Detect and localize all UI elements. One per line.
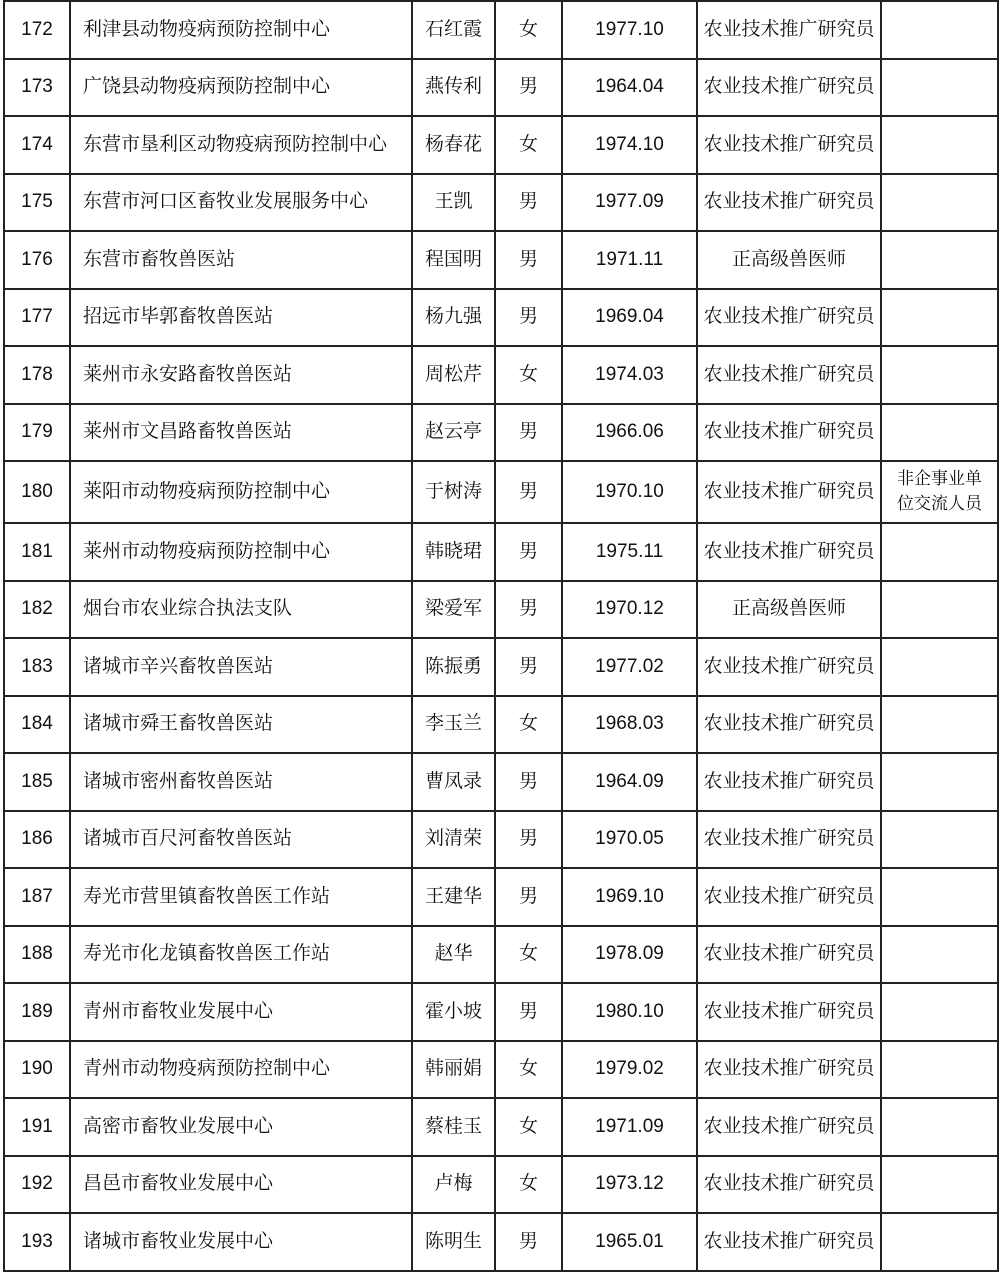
- unit-cell: 东营市畜牧兽医站: [70, 231, 412, 289]
- serial-number-cell: 177: [4, 289, 70, 347]
- gender-cell: 女: [495, 1, 562, 59]
- gender-cell: 女: [495, 696, 562, 754]
- unit-cell: 利津县动物疫病预防控制中心: [70, 1, 412, 59]
- serial-number-cell: 186: [4, 811, 70, 869]
- person-name-cell: 刘清荣: [412, 811, 495, 869]
- professional-title-cell: 农业技术推广研究员: [697, 638, 881, 696]
- unit-cell: 诸城市密州畜牧兽医站: [70, 753, 412, 811]
- person-name-cell: 曹凤录: [412, 753, 495, 811]
- remarks-cell: [881, 461, 998, 523]
- remarks-cell: [881, 1156, 998, 1214]
- birth-date-cell: 1977.09: [562, 174, 697, 232]
- person-name-cell: 杨九强: [412, 289, 495, 347]
- birth-date-cell: 1980.10: [562, 983, 697, 1041]
- remarks-cell: [881, 289, 998, 347]
- professional-title-cell: 农业技术推广研究员: [697, 116, 881, 174]
- person-name-cell: 燕传利: [412, 59, 495, 117]
- person-name-cell: 王建华: [412, 868, 495, 926]
- gender-cell: 男: [495, 461, 562, 523]
- birth-date-cell: 1978.09: [562, 926, 697, 984]
- unit-cell: 招远市毕郭畜牧兽医站: [70, 289, 412, 347]
- birth-date-cell: 1979.02: [562, 1041, 697, 1099]
- gender-cell: 女: [495, 346, 562, 404]
- serial-number-cell: 188: [4, 926, 70, 984]
- unit-cell: 莱州市文昌路畜牧兽医站: [70, 404, 412, 462]
- professional-title-cell: 农业技术推广研究员: [697, 1156, 881, 1214]
- gender-cell: 女: [495, 116, 562, 174]
- remarks-cell: [881, 868, 998, 926]
- professional-title-cell: 农业技术推广研究员: [697, 289, 881, 347]
- gender-cell: 男: [495, 59, 562, 117]
- professional-title-cell: 农业技术推广研究员: [697, 983, 881, 1041]
- serial-number-cell: 191: [4, 1098, 70, 1156]
- remarks-cell: [881, 581, 998, 639]
- professional-title-cell: 农业技术推广研究员: [697, 753, 881, 811]
- person-name-cell: 梁爱军: [412, 581, 495, 639]
- birth-date-cell: 1966.06: [562, 404, 697, 462]
- serial-number-cell: 181: [4, 523, 70, 581]
- table-row: [4, 926, 998, 984]
- professional-title-cell: 农业技术推广研究员: [697, 174, 881, 232]
- person-name-cell: 周松芹: [412, 346, 495, 404]
- professional-title-cell: 农业技术推广研究员: [697, 696, 881, 754]
- person-name-cell: 王凯: [412, 174, 495, 232]
- unit-cell: 青州市畜牧业发展中心: [70, 983, 412, 1041]
- serial-number-cell: 190: [4, 1041, 70, 1099]
- person-name-cell: 李玉兰: [412, 696, 495, 754]
- gender-cell: 男: [495, 581, 562, 639]
- table-row: [4, 231, 998, 289]
- birth-date-cell: 1974.10: [562, 116, 697, 174]
- table-body: [4, 1, 998, 1271]
- remarks-cell: [881, 116, 998, 174]
- birth-date-cell: 1973.12: [562, 1156, 697, 1214]
- gender-cell: 男: [495, 983, 562, 1041]
- gender-cell: 男: [495, 523, 562, 581]
- remarks-cell: [881, 1098, 998, 1156]
- serial-number-cell: 175: [4, 174, 70, 232]
- gender-cell: 女: [495, 926, 562, 984]
- person-name-cell: 卢梅: [412, 1156, 495, 1214]
- gender-cell: 女: [495, 1041, 562, 1099]
- professional-title-cell: 农业技术推广研究员: [697, 811, 881, 869]
- serial-number-cell: 185: [4, 753, 70, 811]
- gender-cell: 男: [495, 811, 562, 869]
- birth-date-cell: 1969.10: [562, 868, 697, 926]
- professional-title-cell: 农业技术推广研究员: [697, 1041, 881, 1099]
- table-row: [4, 116, 998, 174]
- unit-cell: 青州市动物疫病预防控制中心: [70, 1041, 412, 1099]
- professional-title-cell: 农业技术推广研究员: [697, 461, 881, 523]
- birth-date-cell: 1977.02: [562, 638, 697, 696]
- person-name-cell: 程国明: [412, 231, 495, 289]
- serial-number-cell: 172: [4, 1, 70, 59]
- gender-cell: 女: [495, 1098, 562, 1156]
- table-row: [4, 59, 998, 117]
- serial-number-cell: 184: [4, 696, 70, 754]
- gender-cell: 男: [495, 868, 562, 926]
- remarks-cell: [881, 404, 998, 462]
- birth-date-cell: 1975.11: [562, 523, 697, 581]
- gender-cell: 女: [495, 1156, 562, 1214]
- remarks-cell: [881, 811, 998, 869]
- professional-title-cell: 正高级兽医师: [697, 581, 881, 639]
- table-row: [4, 289, 998, 347]
- table-row: [4, 174, 998, 232]
- unit-cell: 寿光市营里镇畜牧兽医工作站: [70, 868, 412, 926]
- serial-number-cell: 174: [4, 116, 70, 174]
- table-row: [4, 346, 998, 404]
- remarks-cell: [881, 696, 998, 754]
- table-row: [4, 638, 998, 696]
- remarks-cell: [881, 346, 998, 404]
- professional-title-cell: 农业技术推广研究员: [697, 868, 881, 926]
- remarks-cell: [881, 983, 998, 1041]
- table-row: [4, 1, 998, 59]
- remarks-line: 非企事业单: [897, 468, 982, 489]
- personnel-table: [3, 0, 999, 1272]
- birth-date-cell: 1968.03: [562, 696, 697, 754]
- serial-number-cell: 173: [4, 59, 70, 117]
- remarks-cell: [881, 926, 998, 984]
- table-row: [4, 581, 998, 639]
- unit-cell: 寿光市化龙镇畜牧兽医工作站: [70, 926, 412, 984]
- unit-cell: 烟台市农业综合执法支队: [70, 581, 412, 639]
- person-name-cell: 陈明生: [412, 1213, 495, 1271]
- table-row: [4, 696, 998, 754]
- gender-cell: 男: [495, 174, 562, 232]
- remarks-cell: [881, 753, 998, 811]
- birth-date-cell: 1969.04: [562, 289, 697, 347]
- serial-number-cell: 180: [4, 461, 70, 523]
- remarks-cell: [881, 523, 998, 581]
- professional-title-cell: 农业技术推广研究员: [697, 404, 881, 462]
- gender-cell: 男: [495, 231, 562, 289]
- unit-cell: 诸城市辛兴畜牧兽医站: [70, 638, 412, 696]
- gender-cell: 男: [495, 753, 562, 811]
- professional-title-cell: 农业技术推广研究员: [697, 523, 881, 581]
- person-name-cell: 韩丽娟: [412, 1041, 495, 1099]
- birth-date-cell: 1977.10: [562, 1, 697, 59]
- unit-cell: 广饶县动物疫病预防控制中心: [70, 59, 412, 117]
- serial-number-cell: 193: [4, 1213, 70, 1271]
- serial-number-cell: 176: [4, 231, 70, 289]
- birth-date-cell: 1971.09: [562, 1098, 697, 1156]
- table-row: [4, 753, 998, 811]
- birth-date-cell: 1974.03: [562, 346, 697, 404]
- professional-title-cell: 农业技术推广研究员: [697, 1098, 881, 1156]
- serial-number-cell: 182: [4, 581, 70, 639]
- remarks-line: 位交流人员: [897, 494, 982, 514]
- serial-number-cell: 187: [4, 868, 70, 926]
- serial-number-cell: 179: [4, 404, 70, 462]
- serial-number-cell: 192: [4, 1156, 70, 1214]
- table-row: [4, 1041, 998, 1099]
- person-name-cell: 石红霞: [412, 1, 495, 59]
- person-name-cell: 霍小坡: [412, 983, 495, 1041]
- birth-date-cell: 1965.01: [562, 1213, 697, 1271]
- unit-cell: 莱阳市动物疫病预防控制中心: [70, 461, 412, 523]
- professional-title-cell: 农业技术推广研究员: [697, 1, 881, 59]
- remarks-cell: [881, 1041, 998, 1099]
- unit-cell: 诸城市舜王畜牧兽医站: [70, 696, 412, 754]
- remarks-cell: [881, 1213, 998, 1271]
- table-row: [4, 461, 998, 523]
- professional-title-cell: 农业技术推广研究员: [697, 59, 881, 117]
- person-name-cell: 赵云亭: [412, 404, 495, 462]
- unit-cell: 昌邑市畜牧业发展中心: [70, 1156, 412, 1214]
- professional-title-cell: 农业技术推广研究员: [697, 1213, 881, 1271]
- table-row: [4, 1156, 998, 1214]
- gender-cell: 男: [495, 289, 562, 347]
- unit-cell: 莱州市动物疫病预防控制中心: [70, 523, 412, 581]
- table-row: [4, 404, 998, 462]
- person-name-cell: 韩晓珺: [412, 523, 495, 581]
- professional-title-cell: 正高级兽医师: [697, 231, 881, 289]
- person-name-cell: 赵华: [412, 926, 495, 984]
- gender-cell: 男: [495, 638, 562, 696]
- person-name-cell: 蔡桂玉: [412, 1098, 495, 1156]
- person-name-cell: 杨春花: [412, 116, 495, 174]
- remarks-cell: [881, 1, 998, 59]
- birth-date-cell: 1970.05: [562, 811, 697, 869]
- table-row: [4, 1098, 998, 1156]
- unit-cell: 高密市畜牧业发展中心: [70, 1098, 412, 1156]
- remarks-cell: [881, 231, 998, 289]
- professional-title-cell: 农业技术推广研究员: [697, 926, 881, 984]
- table-row: [4, 523, 998, 581]
- birth-date-cell: 1970.12: [562, 581, 697, 639]
- person-name-cell: 陈振勇: [412, 638, 495, 696]
- unit-cell: 莱州市永安路畜牧兽医站: [70, 346, 412, 404]
- professional-title-cell: 农业技术推广研究员: [697, 346, 881, 404]
- gender-cell: 男: [495, 1213, 562, 1271]
- serial-number-cell: 183: [4, 638, 70, 696]
- unit-cell: 诸城市百尺河畜牧兽医站: [70, 811, 412, 869]
- gender-cell: 男: [495, 404, 562, 462]
- remarks-cell: [881, 638, 998, 696]
- serial-number-cell: 178: [4, 346, 70, 404]
- person-name-cell: 于树涛: [412, 461, 495, 523]
- table-row: [4, 811, 998, 869]
- table-row: [4, 868, 998, 926]
- serial-number-cell: 189: [4, 983, 70, 1041]
- remarks-cell: [881, 174, 998, 232]
- birth-date-cell: 1964.04: [562, 59, 697, 117]
- birth-date-cell: 1971.11: [562, 231, 697, 289]
- birth-date-cell: 1970.10: [562, 461, 697, 523]
- unit-cell: 东营市垦利区动物疫病预防控制中心: [70, 116, 412, 174]
- birth-date-cell: 1964.09: [562, 753, 697, 811]
- unit-cell: 东营市河口区畜牧业发展服务中心: [70, 174, 412, 232]
- table-row: [4, 1213, 998, 1271]
- unit-cell: 诸城市畜牧业发展中心: [70, 1213, 412, 1271]
- table-row: [4, 983, 998, 1041]
- remarks-cell: [881, 59, 998, 117]
